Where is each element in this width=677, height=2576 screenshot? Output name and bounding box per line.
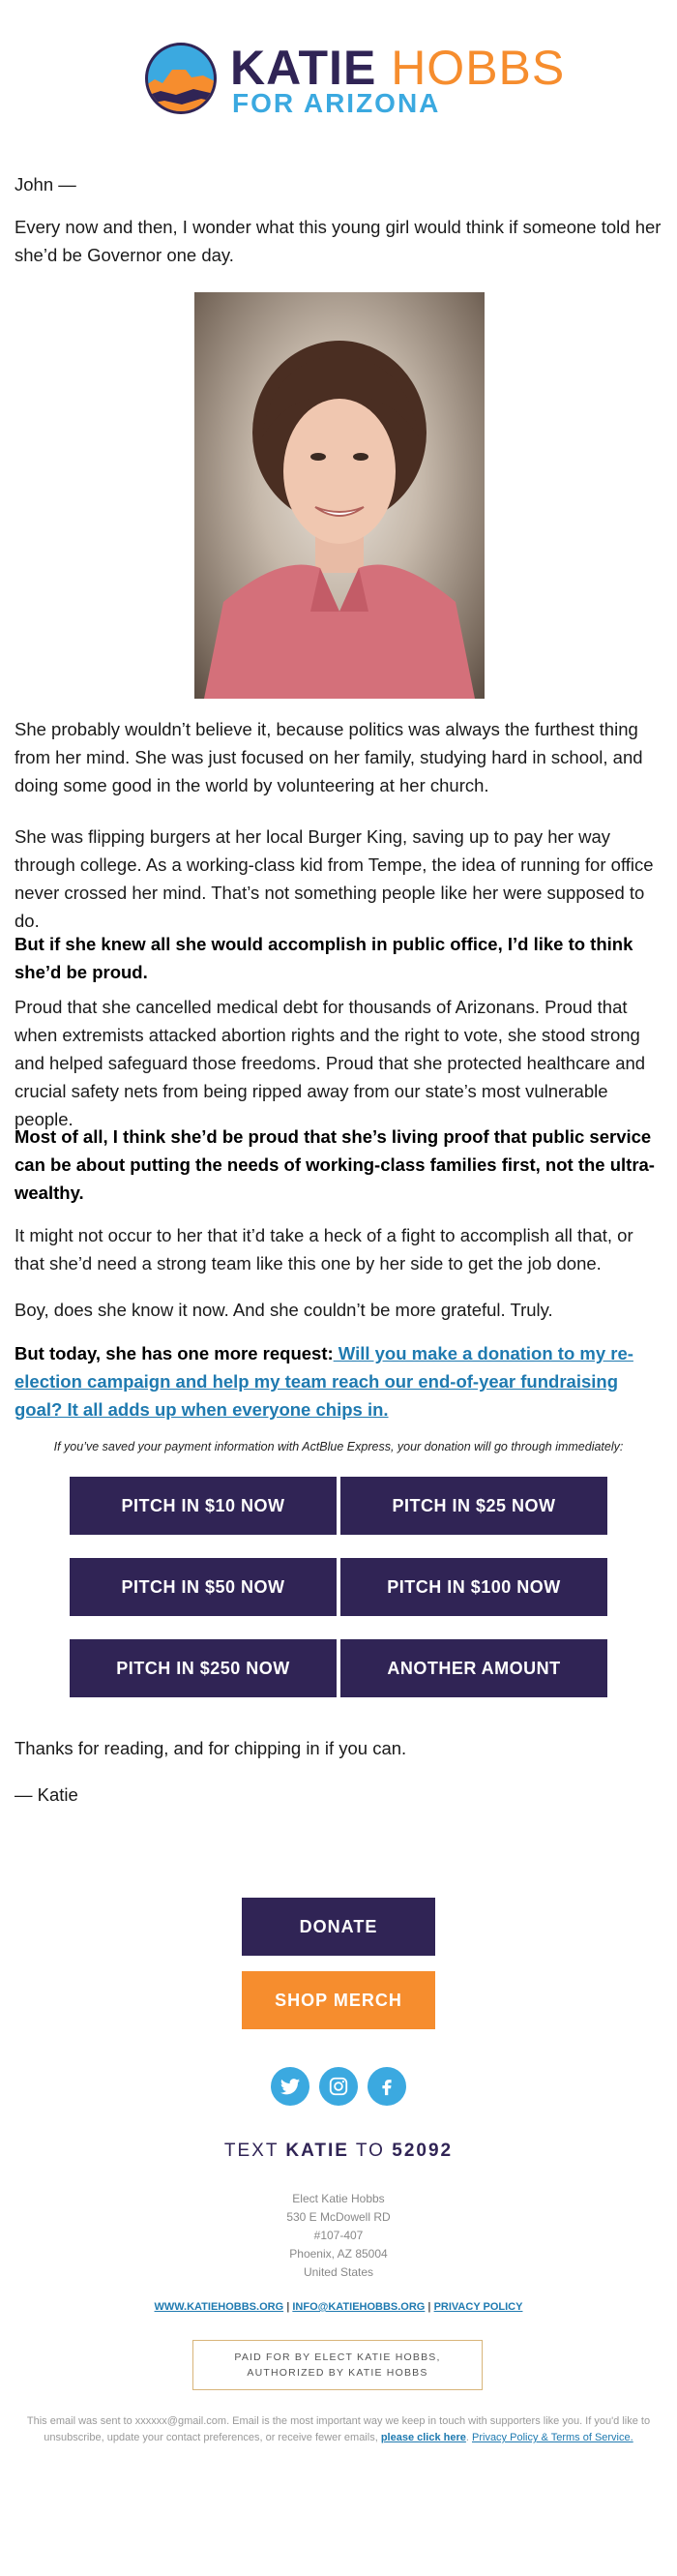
body-paragraph-3: She was flipping burgers at her local Burger King, saving up to pay her way through college. As a working-class kid from Tempe, the idea of running for office never crossed her mind. That’s not something people like her were supposed to do.	[15, 826, 654, 931]
shop-merch-button[interactable]: SHOP MERCH	[242, 1971, 435, 2029]
greeting: John —	[15, 174, 76, 195]
body-paragraph-4: But if she knew all she would accomplish in public office, I’d like to think she’d be proud.	[15, 934, 633, 982]
facebook-link[interactable]	[368, 2067, 406, 2106]
twitter-link[interactable]	[271, 2067, 309, 2106]
address-line: #107-407	[313, 2229, 364, 2242]
actblue-express-note: If you’ve saved your payment information with ActBlue Express, your donation will go through immediately:	[53, 1440, 624, 1453]
body-paragraph-5: Proud that she cancelled medical debt for thousands of Arizonans. Proud that when extremists attacked abortion rights and the right to vote, she stood strong and helped safeguard those freedoms. Proud that she protected healthcare and crucial safety nets from being ripped away from our state’s most vulnerable people.	[15, 997, 646, 1129]
logo-emblem-icon	[143, 41, 219, 116]
text-prefix: TEXT	[223, 2141, 286, 2161]
instagram-icon	[328, 2076, 349, 2097]
portrait-illustration-icon	[194, 292, 485, 699]
pitch-in-10-button[interactable]: PITCH IN $10 NOW	[70, 1477, 337, 1535]
pitch-in-250-button[interactable]: PITCH IN $250 NOW	[70, 1639, 337, 1697]
footer-links	[0, 2301, 677, 2313]
address-line: United States	[303, 2265, 374, 2279]
unsubscribe-link[interactable]: please click here	[380, 2432, 466, 2443]
address-line: Phoenix, AZ 85004	[289, 2247, 388, 2261]
text-keyword: KATIE	[285, 2141, 349, 2161]
link-separator: |	[425, 2301, 434, 2313]
body-paragraph-7: It might not occur to her that it’d take a heck of a fight to accomplish all that, or that she’d need a strong team like this one by her side to get the job done.	[15, 1225, 633, 1273]
text-shortcode: 52092	[392, 2141, 454, 2161]
address-line: 530 E McDowell RD	[286, 2210, 391, 2224]
text-mid: TO	[348, 2141, 393, 2161]
address-line: Elect Katie Hobbs	[292, 2192, 385, 2205]
authorized-line: AUTHORIZED BY KATIE HOBBS	[247, 2367, 428, 2379]
paid-for-line: PAID FOR BY ELECT KATIE HOBBS,	[234, 2351, 441, 2363]
paid-for-box	[192, 2340, 483, 2390]
brand-last-name: HOBBS	[391, 41, 566, 95]
fine-print-text: This email was sent to xxxxxx@gmail.com. Email is the most important way we keep in touch with supporters like you. If you'd like to unsubscribe, update your contact preferences, or receive fewer emails,	[26, 2415, 651, 2443]
intro-paragraph: Every now and then, I wonder what this young girl would think if someone told her she’d be Governor one day.	[15, 217, 662, 265]
facebook-icon	[376, 2076, 397, 2097]
body-paragraph-2: She probably wouldn’t believe it, because politics was always the furthest thing from her mind. She was just focused on her family, studying hard in school, and doing some good in the world by volunteering at her church.	[15, 719, 643, 795]
request-lead-text: But today, she has one more request:	[15, 1343, 334, 1363]
body-paragraph-6: Most of all, I think she’d be proud that she’s living proof that public service can be about putting the needs of working-class families first, not the ultra-wealthy.	[15, 1126, 655, 1203]
brand-first-name: KATIE	[230, 41, 377, 95]
header-logo[interactable]	[143, 41, 566, 118]
pitch-in-25-button[interactable]: PITCH IN $25 NOW	[340, 1477, 607, 1535]
email-link[interactable]: INFO@KATIEHOBBS.ORG	[292, 2301, 426, 2313]
body-paragraph-8: Boy, does she know it now. And she couldn’t be more grateful. Truly.	[15, 1300, 553, 1320]
signoff: — Katie	[15, 1784, 78, 1805]
donation-request-link[interactable]: Will you make a donation to my re-election campaign and help my team reach our end-of-year fundraising goal? It all adds up when everyone chips in.	[15, 1343, 633, 1420]
privacy-policy-link[interactable]: PRIVACY POLICY	[433, 2301, 523, 2313]
brand-subtitle: FOR ARIZONA	[232, 88, 441, 118]
website-link[interactable]: WWW.KATIEHOBBS.ORG	[154, 2301, 284, 2313]
twitter-icon	[280, 2076, 301, 2097]
footer-donate-button[interactable]: DONATE	[242, 1898, 435, 1956]
portrait-photo	[194, 292, 485, 699]
closing-line: Thanks for reading, and for chipping in if you can.	[15, 1738, 407, 1758]
link-separator: |	[283, 2301, 293, 2313]
fine-print	[19, 2413, 658, 2446]
pitch-in-50-button[interactable]: PITCH IN $50 NOW	[70, 1558, 337, 1616]
terms-link[interactable]: Privacy Policy & Terms of Service.	[472, 2432, 633, 2443]
another-amount-button[interactable]: ANOTHER AMOUNT	[340, 1639, 607, 1697]
fine-print-sep: .	[465, 2432, 472, 2443]
mailing-address	[0, 2190, 677, 2282]
pitch-in-100-button[interactable]: PITCH IN $100 NOW	[340, 1558, 607, 1616]
text-to-donate	[0, 2141, 677, 2162]
instagram-link[interactable]	[319, 2067, 358, 2106]
donation-request	[15, 1339, 662, 1423]
